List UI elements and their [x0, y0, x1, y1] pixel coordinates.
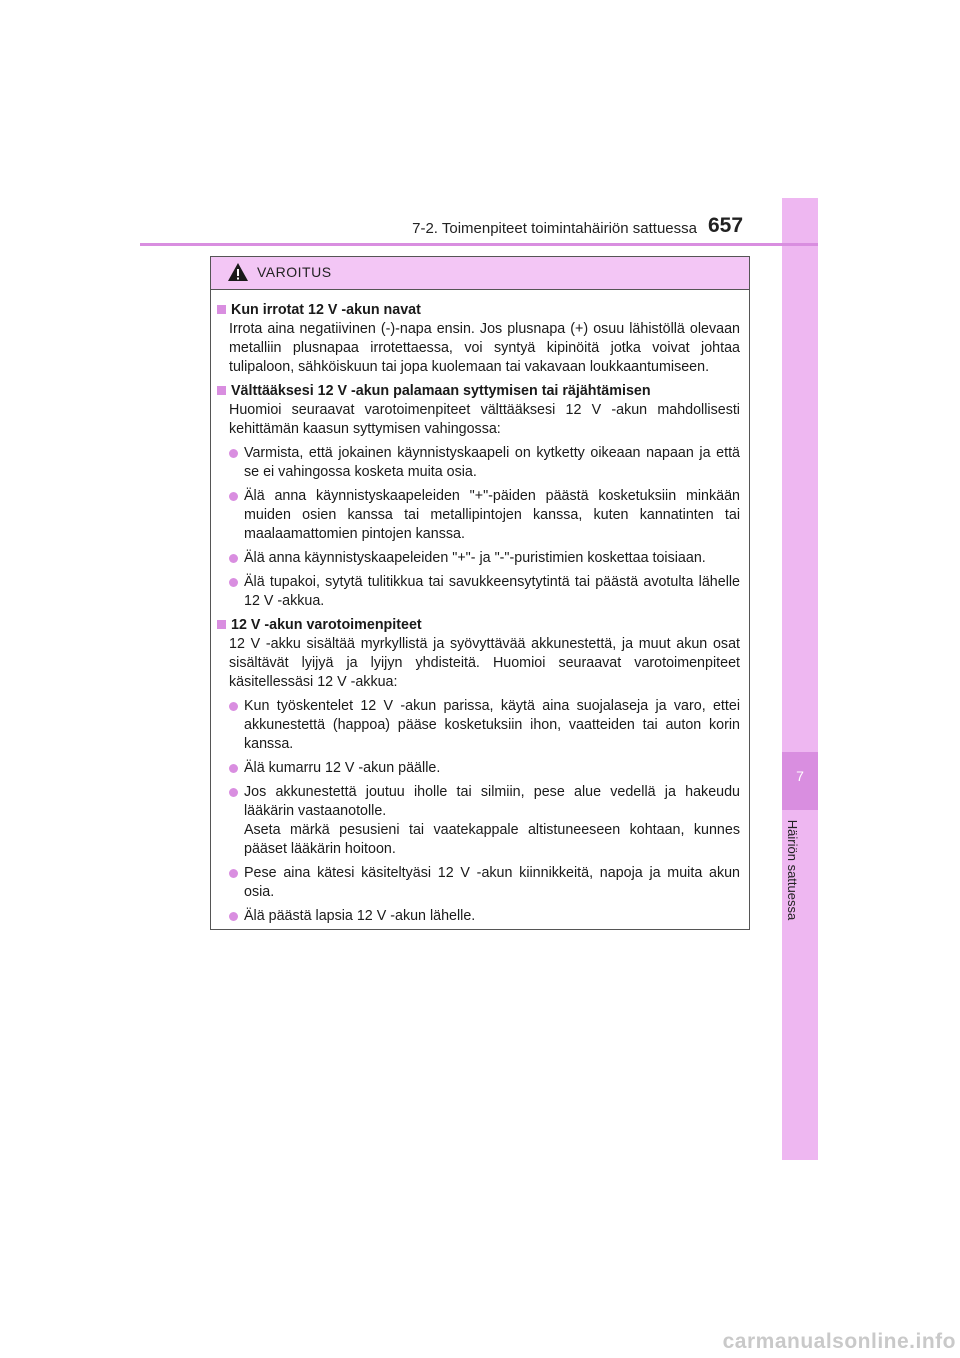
section-paragraph: Irrota aina negatiivinen (-)-napa ensin. Jos plusnapa (+) osuu lähistöllä olevaan metalliin plusnapaa irrotettaessa, voi syntyä kipinöitä jotka voivat johtaa tulipaloon, sähköiskuun tai jopa kuolemaan tai vakavaan loukkaantumiseen. [229, 321, 740, 375]
list-item: Älä kumarru 12 V -akun päälle. [229, 759, 740, 778]
warning-triangle-icon [227, 262, 249, 282]
circle-bullet-icon [229, 702, 238, 711]
chapter-sidebar [782, 198, 818, 1160]
list-item: Älä anna käynnistyskaapeleiden "+"- ja "-"-puristimien koskettaa toisiaan. [229, 549, 740, 568]
section-paragraph: 12 V -akku sisältää myrkyllistä ja syövyttävää akkunestettä, ja muut akun osat sisältävät lyijyä ja lyijyn yhdisteitä. Huomioi seuraavat varotoimenpiteet käsitellessäsi 12 V -akkua: [229, 636, 740, 690]
bullet-line: Aseta märkä pesusieni tai vaatekappale altistuneeseen kohtaan, kunnes pääset lääkärin hoitoon. [244, 822, 740, 857]
section-heading: 12 V -akun varotoimenpiteet [231, 617, 422, 633]
section-heading: Kun irrotat 12 V -akun navat [231, 302, 421, 318]
circle-bullet-icon [229, 764, 238, 773]
circle-bullet-icon [229, 449, 238, 458]
circle-bullet-icon [229, 869, 238, 878]
chapter-title: Häiriön sattuessa [785, 819, 800, 921]
circle-bullet-icon [229, 578, 238, 587]
list-item: Älä päästä lapsia 12 V -akun lähelle. [229, 907, 740, 926]
section-paragraph: Huomioi seuraavat varotoimenpiteet välttääksesi 12 V -akun mahdollisesti kehittämän kaasun syttymisen vahingossa: [229, 402, 740, 437]
section-title: 7-2. Toimenpiteet toimintahäiriön sattuessa [412, 220, 697, 237]
warning-section [217, 616, 740, 926]
square-bullet-icon [217, 620, 226, 629]
warning-section [217, 382, 740, 611]
warning-body [211, 290, 749, 926]
list-item: Varmista, että jokainen käynnistyskaapeli on kytketty oikeaan napaan ja että se ei vahingossa kosketa muita osia. [229, 444, 740, 482]
warning-label: VAROITUS [257, 264, 332, 280]
warning-section [217, 301, 740, 377]
header-divider [140, 243, 818, 246]
bullet-line: Jos akkunestettä joutuu iholle tai silmiin, pese alue vedellä ja hakeudu lääkärin vastaanotolle. [244, 784, 740, 819]
list-item: Kun työskentelet 12 V -akun parissa, käytä aina suojalaseja ja varo, ettei akkunestettä (happoa) pääse kosketuksiin ihon, vaatteiden tai auton korin kanssa. [229, 697, 740, 754]
list-item [229, 783, 740, 859]
circle-bullet-icon [229, 492, 238, 501]
square-bullet-icon [217, 386, 226, 395]
circle-bullet-icon [229, 912, 238, 921]
circle-bullet-icon [229, 554, 238, 563]
square-bullet-icon [217, 305, 226, 314]
circle-bullet-icon [229, 788, 238, 797]
watermark: carmanualsonline.info [722, 1330, 956, 1353]
section-heading: Välttääksesi 12 V -akun palamaan syttymisen tai räjähtämisen [231, 383, 651, 399]
list-item: Älä tupakoi, sytytä tulitikkua tai savukkeensytytintä tai päästä avotulta lähelle 12 V -akkua. [229, 573, 740, 611]
warning-header [211, 257, 749, 290]
chapter-number: 7 [796, 768, 804, 784]
list-item: Älä anna käynnistyskaapeleiden "+"-päiden päästä kosketuksiin minkään muiden osien kanssa tai metallipintojen kanssa, kuten kannatinten tai maalaamattomien pintojen kanssa. [229, 487, 740, 544]
warning-box [210, 256, 750, 930]
list-item: Pese aina kätesi käsiteltyäsi 12 V -akun kiinnikkeitä, napoja ja muita akun osia. [229, 864, 740, 902]
page-number: 657 [708, 214, 744, 237]
